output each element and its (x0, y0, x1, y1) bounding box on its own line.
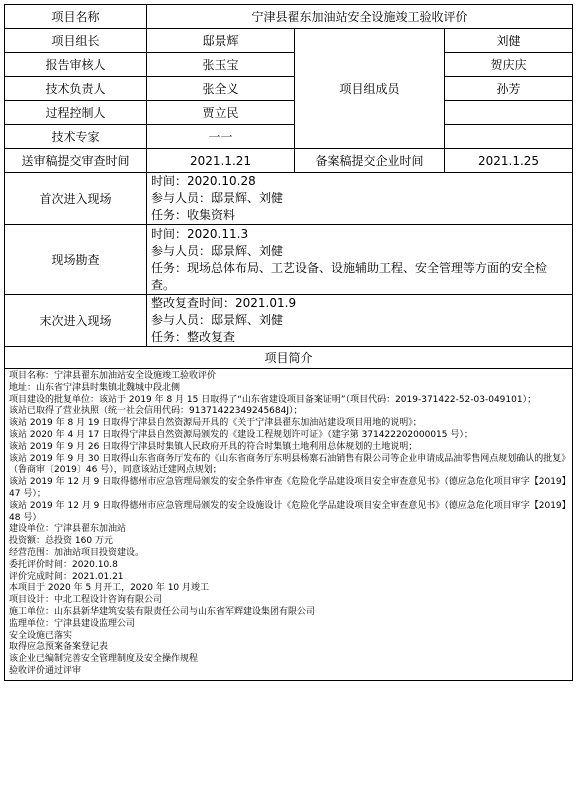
submit-time-label: 送审稿提交审查时间 (5, 149, 147, 173)
expert-label: 技术专家 (5, 125, 147, 149)
survey-time: 时间：2020.11.3 (151, 226, 249, 241)
intro-line: 项目建设的批复单位：该站于 2019 年 8 月 15 日取得了“山东省建设项目备案证明”（项目代码：2019-371422-52-03-049101）； (9, 394, 537, 405)
last-visit-task: 任务：整改复查 (151, 330, 236, 344)
tech-lead-label: 技术负责人 (5, 77, 147, 101)
project-name-value: 宁津县翟东加油站安全设施竣工验收评价 (147, 5, 573, 29)
survey-people: 参与人员：邸景辉、刘健 (151, 243, 284, 258)
intro-line: 验收评价通过评审 (9, 665, 82, 676)
intro-line: 评价完成时间：2021.01.21 (9, 571, 124, 582)
intro-line: 该站 2019 年 12 月 9 日取得德州市应急管理局颁发的安全条件审查《危险化学品建设项目安全审查意见书》（德应急危化项目审字【2019】47 号）； (9, 477, 567, 499)
member-empty-2 (445, 125, 573, 149)
survey-label: 现场勘查 (5, 225, 147, 295)
member-3: 孙芳 (445, 77, 573, 101)
filing-time-value: 2021.1.25 (445, 149, 573, 173)
first-visit-task: 任务：收集资料 (151, 208, 236, 222)
last-visit-time: 整改复查时间：2021.01.9 (151, 296, 297, 310)
intro-line: 监理单位：宁津县建设监理公司 (9, 618, 136, 629)
survey-task: 任务：现场总体布局、工艺设备、设施辅助工程、安全管理等方面的安全检查。 (151, 260, 548, 292)
first-visit-people: 参与人员：邸景辉、刘健 (151, 191, 284, 205)
evaluation-info-sheet (4, 4, 572, 681)
intro-line: 地址：山东省宁津县时集镇北魏城中段北侧 (9, 382, 181, 393)
intro-line: 该站 2020 年 4 月 17 日取得宁津县自然资源局颁发的《建设工程规划许可证》（建字第 371422202000015 号）； (9, 429, 473, 440)
member-empty-1 (445, 101, 573, 125)
first-visit-time: 时间：2020.10.28 (151, 174, 256, 188)
intro-line: 该站 2019 年 12 月 9 日取得德州市应急管理局颁发的安全设施设计《危险化学品建设项目安全审查意见书》（德应急危化项目审字【2019】48 号） (9, 500, 567, 523)
tech-lead-value: 张全义 (147, 77, 295, 101)
first-visit-label: 首次进入现场 (5, 173, 147, 225)
leader-value: 邸景辉 (147, 29, 295, 53)
last-visit-label: 末次进入现场 (5, 295, 147, 347)
intro-line: 该站 2019 年 8 月 19 日取得宁津县自然资源局开具的《关于宁津县翟东加油站建设项目用地的说明》； (9, 418, 422, 429)
intro-line: 取得应急预案备案登记表 (9, 642, 109, 653)
leader-label: 项目组长 (5, 29, 147, 53)
intro-line: 该站 2019 年 9 月 26 日取得宁津县时集镇人民政府开具的符合时集镇土地利用总体规划的土地说明； (9, 441, 418, 452)
filing-time-label: 备案稿提交企业时间 (295, 149, 445, 173)
intro-line: 本项目于 2020 年 5 月开工，2020 年 10 月竣工 (9, 583, 210, 594)
intro-line: 投资额：总投资 160 万元 (9, 536, 113, 547)
intro-line: 该企业已编制完善安全管理制度及安全操作规程 (9, 654, 199, 665)
process-ctrl-label: 过程控制人 (5, 101, 147, 125)
intro-line: 项目设计：中北工程设计咨询有限公司 (9, 595, 163, 606)
intro-line: 该站已取得了营业执照（统一社会信用代码：91371422349245684J）； (9, 406, 303, 417)
intro-line: 委托评价时间：2020.10.8 (9, 559, 118, 570)
member-2: 贺庆庆 (445, 53, 573, 77)
intro-line: 经营范围：加油站项目投资建设。 (9, 547, 145, 558)
intro-line: 项目名称：宁津县翟东加油站安全设施竣工验收评价 (9, 371, 217, 381)
reviewer-value: 张玉宝 (147, 53, 295, 77)
intro-line: 该站 2019 年 9 月 30 日取得山东省商务厅发布的《山东省商务厅东明县杨寨石油销售有限公司等企业申请成品油零售网点规划确认的批复》（鲁商审〔2019〕46 号），同意该站迁建网点规划； (9, 453, 566, 476)
intro-line: 建设单位：宁津县翟东加油站 (9, 524, 127, 535)
reviewer-label: 报告审核人 (5, 53, 147, 77)
first-visit-details (147, 173, 573, 225)
intro-title: 项目简介 (5, 347, 573, 369)
expert-value: 一一 (147, 125, 295, 149)
project-info-table (4, 4, 573, 681)
submit-time-value: 2021.1.21 (147, 149, 295, 173)
members-label: 项目组成员 (295, 29, 445, 149)
project-name-label: 项目名称 (5, 5, 147, 29)
intro-body (5, 369, 573, 681)
process-ctrl-value: 贾立民 (147, 101, 295, 125)
intro-line: 施工单位：山东县新华建筑安装有限责任公司与山东省军辉建设集团有限公司 (9, 606, 316, 617)
member-1: 刘健 (445, 29, 573, 53)
survey-details (147, 225, 573, 295)
last-visit-people: 参与人员：邸景辉、刘健 (151, 313, 284, 327)
intro-line: 安全设施已落实 (9, 630, 73, 641)
last-visit-details (147, 295, 573, 347)
